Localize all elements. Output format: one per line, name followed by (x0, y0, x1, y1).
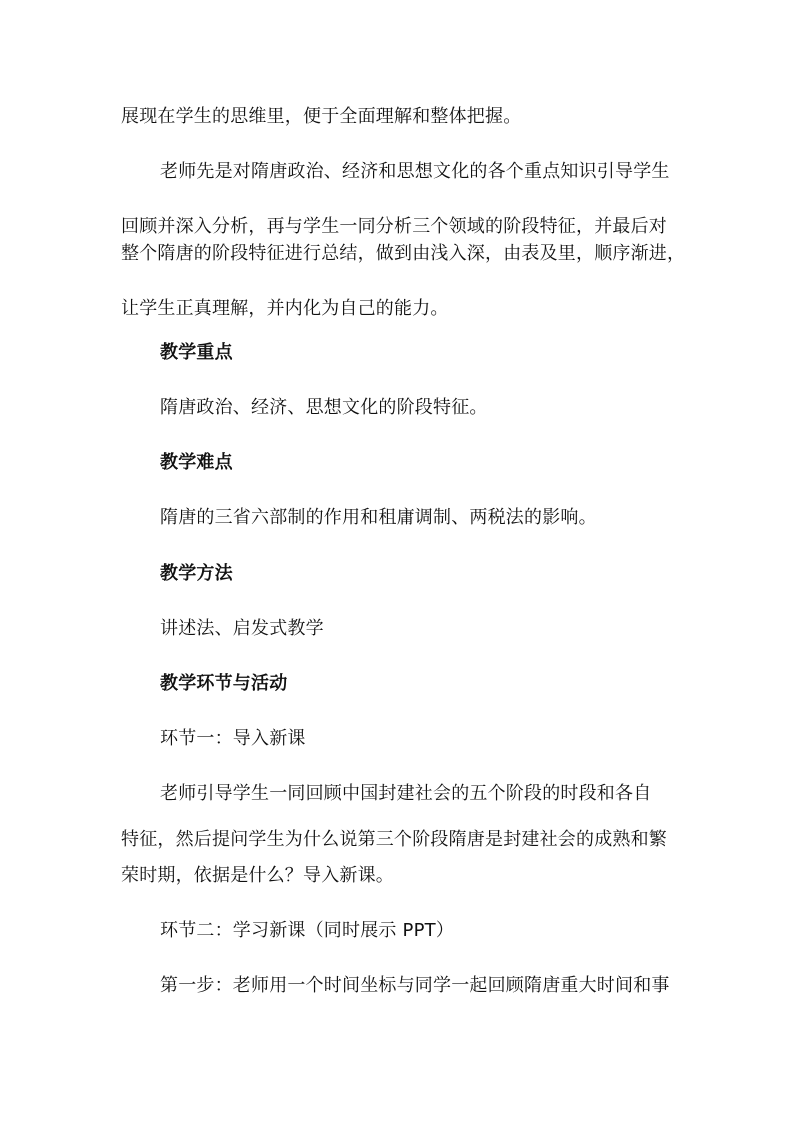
key-points-text: 隋唐政治、经济、思想文化的阶段特征。 (160, 397, 488, 418)
section-heading-activities: 教学环节与活动 (160, 673, 288, 694)
section-heading-difficulties: 教学难点 (160, 452, 233, 473)
section-heading-methods: 教学方法 (160, 563, 233, 584)
paragraph-line: 特征，然后提问学生为什么说第三个阶段隋唐是封建社会的成熟和繁 (121, 829, 667, 850)
paragraph-line: 让学生正真理解，并内化为自己的能力。 (121, 298, 449, 319)
step2-title: 环节二：学习新课（同时展示 PPT） (160, 920, 455, 941)
paragraph-line: 回顾并深入分析，再与学生一同分析三个领域的阶段特征，并最后对 (121, 216, 667, 237)
paragraph-line: 展现在学生的思维里，便于全面理解和整体把握。 (121, 106, 522, 127)
methods-text: 讲述法、启发式教学 (160, 618, 324, 639)
paragraph-line: 老师先是对隋唐政治、经济和思想文化的各个重点知识引导学生 (160, 161, 670, 182)
paragraph-line: 荣时期，依据是什么？导入新课。 (121, 865, 394, 886)
difficulties-text: 隋唐的三省六部制的作用和租庸调制、两税法的影响。 (160, 507, 597, 528)
step1-title: 环节一：导入新课 (160, 728, 306, 749)
section-heading-key-points: 教学重点 (160, 342, 233, 363)
paragraph-line: 第一步：老师用一个时间坐标与同学一起回顾隋唐重大时间和事 (160, 975, 670, 996)
paragraph-line: 老师引导学生一同回顾中国封建社会的五个阶段的时段和各自 (160, 783, 652, 804)
paragraph-line: 整个隋唐的阶段特征进行总结，做到由浅入深，由表及里，顺序渐进， (121, 243, 686, 264)
